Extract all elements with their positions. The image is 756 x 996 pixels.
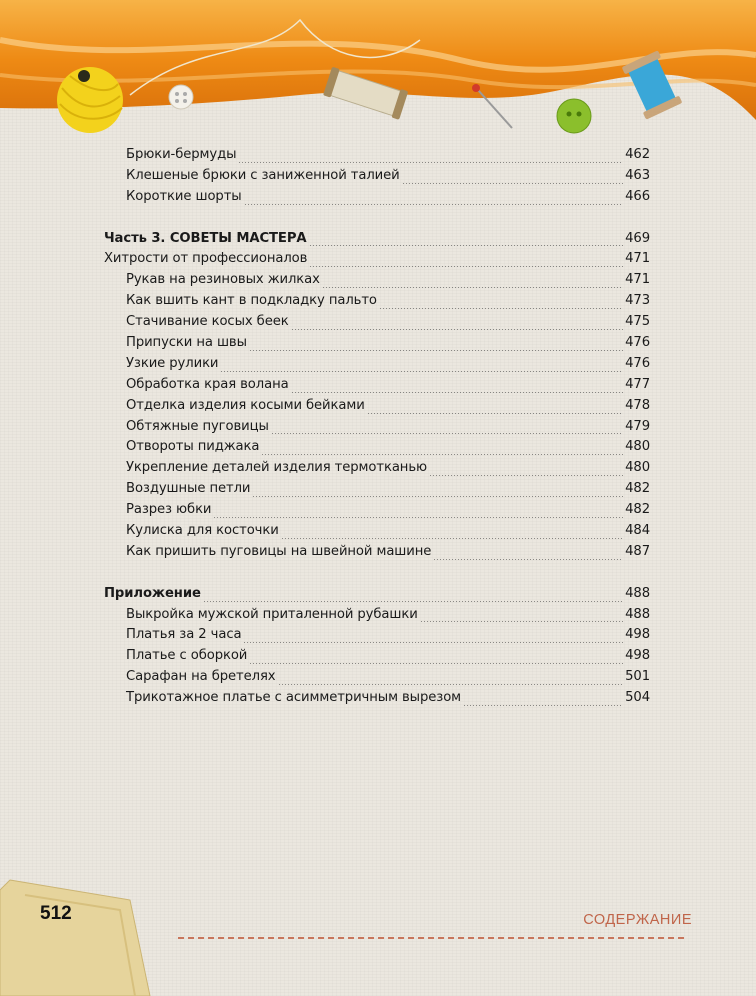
toc-dot-leader <box>271 433 623 434</box>
toc-entry[interactable] <box>104 419 650 440</box>
toc-entry-title: Платье с оборкой <box>126 648 248 664</box>
toc-entry-title: Рукав на резиновых жилках <box>126 272 320 288</box>
toc-entry-page: 498 <box>625 648 650 664</box>
toc-entry-title: Разрез юбки <box>126 502 212 518</box>
toc-entry-title: Клешеные брюки с заниженной талией <box>126 167 400 183</box>
toc-entry-title: Как вшить кант в подкладку пальто <box>126 293 377 309</box>
toc-entry[interactable] <box>104 481 650 502</box>
toc-dot-leader <box>463 705 623 706</box>
toc-entry-page: 480 <box>625 439 650 455</box>
toc-entry[interactable] <box>104 189 650 210</box>
toc-dot-leader <box>244 204 624 205</box>
toc-entry-title: Приложение <box>104 585 201 601</box>
toc-entry-page: 476 <box>625 335 650 351</box>
toc-entry-title: Отделка изделия косыми бейками <box>126 397 365 413</box>
toc-entry-title: Припуски на швы <box>126 335 247 351</box>
toc-entry-title: Укрепление деталей изделия термотканью <box>126 460 427 476</box>
toc-dot-leader <box>252 496 623 497</box>
toc-entry-page: 476 <box>625 355 650 371</box>
toc-entry-page: 482 <box>625 481 650 497</box>
toc-entry[interactable] <box>104 335 650 356</box>
toc-entry[interactable] <box>104 460 650 481</box>
toc-dot-leader <box>278 684 624 685</box>
toc-dot-leader <box>203 601 623 602</box>
toc-entry-page: 462 <box>625 147 650 162</box>
toc-section-entry[interactable] <box>104 251 650 272</box>
toc-entry-title: Короткие шорты <box>126 188 242 204</box>
toc-entry-page: 473 <box>625 293 650 309</box>
page-number: 512 <box>40 903 72 924</box>
toc-entry[interactable] <box>104 377 650 398</box>
toc-entry-page: 478 <box>625 397 650 413</box>
toc-dot-leader <box>429 475 623 476</box>
toc-entry[interactable] <box>104 607 650 628</box>
toc-dot-leader <box>281 538 623 539</box>
toc-dot-leader <box>309 266 623 267</box>
toc-dot-leader <box>309 245 624 246</box>
toc-entry-page: 475 <box>625 314 650 330</box>
toc-dot-leader <box>322 287 623 288</box>
header-banner <box>0 0 756 150</box>
toc-entry[interactable] <box>104 147 650 168</box>
toc-entry-title: Воздушные петли <box>126 481 251 497</box>
toc-entry[interactable] <box>104 690 650 711</box>
toc-entry-page: 504 <box>625 690 650 706</box>
toc-spacer <box>104 565 650 586</box>
paper-corner <box>0 850 200 996</box>
white-button-icon <box>169 85 193 109</box>
toc-entry-page: 488 <box>625 606 650 622</box>
toc-entry-title: Платья за 2 часа <box>126 627 242 643</box>
toc-entry[interactable] <box>104 168 650 189</box>
toc-dot-leader <box>367 413 623 414</box>
toc-entry-page: 479 <box>625 418 650 434</box>
toc-entry-title: Кулиска для косточки <box>126 523 279 539</box>
toc-entry-title: Обтяжные пуговицы <box>126 418 269 434</box>
toc-entry-page: 466 <box>625 188 650 204</box>
toc-entry-page: 480 <box>625 460 650 476</box>
section-label: СОДЕРЖАНИЕ <box>583 912 692 928</box>
toc-entry[interactable] <box>104 293 650 314</box>
toc-entry-page: 477 <box>625 376 650 392</box>
toc-entry[interactable] <box>104 356 650 377</box>
toc-entry-title: Стачивание косых беек <box>126 314 289 330</box>
toc-dot-leader <box>433 559 623 560</box>
toc-entry-page: 469 <box>625 230 650 246</box>
toc-dot-leader <box>420 621 623 622</box>
toc-section-entry[interactable] <box>104 231 650 252</box>
toc-dot-leader <box>238 162 623 163</box>
toc-entry-page: 501 <box>625 669 650 685</box>
toc-entry-title: Брюки-бермуды <box>126 147 237 162</box>
toc-dot-leader <box>291 329 624 330</box>
toc-entry[interactable] <box>104 272 650 293</box>
toc-entry-page: 484 <box>625 523 650 539</box>
toc-entry-page: 488 <box>625 585 650 601</box>
toc-dot-leader <box>261 454 623 455</box>
footer-divider <box>178 937 688 939</box>
toc-entry-title: Обработка края волана <box>126 376 289 392</box>
toc-entry-title: Как пришить пуговицы на швейной машине <box>126 543 432 559</box>
toc-dot-leader <box>249 663 623 664</box>
toc-entry[interactable] <box>104 439 650 460</box>
toc-entry[interactable] <box>104 398 650 419</box>
toc-dot-leader <box>249 350 623 351</box>
toc-entry[interactable] <box>104 502 650 523</box>
table-of-contents <box>104 147 650 711</box>
toc-entry-title: Часть 3. СОВЕТЫ МАСТЕРА <box>104 230 307 246</box>
toc-dot-leader <box>291 392 624 393</box>
toc-dot-leader <box>402 183 624 184</box>
toc-entry-title: Сарафан на бретелях <box>126 669 276 685</box>
toc-entry-page: 498 <box>625 627 650 643</box>
toc-entry[interactable] <box>104 544 650 565</box>
toc-entry[interactable] <box>104 314 650 335</box>
toc-entry[interactable] <box>104 523 650 544</box>
toc-entry-page: 463 <box>625 167 650 183</box>
toc-entry-title: Узкие рулики <box>126 355 219 371</box>
toc-entry-title: Трикотажное платье с асимметричным вырезом <box>126 690 462 706</box>
toc-entry-title: Хитрости от профессионалов <box>104 251 308 267</box>
toc-dot-leader <box>379 308 623 309</box>
toc-entry[interactable] <box>104 627 650 648</box>
green-button-icon <box>557 99 591 133</box>
toc-entry-title: Выкройка мужской приталенной рубашки <box>126 606 418 622</box>
toc-entry-page: 482 <box>625 502 650 518</box>
toc-entry-page: 487 <box>625 543 650 559</box>
toc-dot-leader <box>213 517 623 518</box>
toc-entry-title: Отвороты пиджака <box>126 439 260 455</box>
toc-entry-page: 471 <box>625 272 650 288</box>
toc-entry[interactable] <box>104 648 650 669</box>
toc-dot-leader <box>243 642 623 643</box>
toc-entry[interactable] <box>104 669 650 690</box>
toc-entry-page: 471 <box>625 251 650 267</box>
toc-section-entry[interactable] <box>104 586 650 607</box>
yarn-ball-icon <box>57 67 123 133</box>
toc-dot-leader <box>220 371 623 372</box>
toc-spacer <box>104 210 650 231</box>
